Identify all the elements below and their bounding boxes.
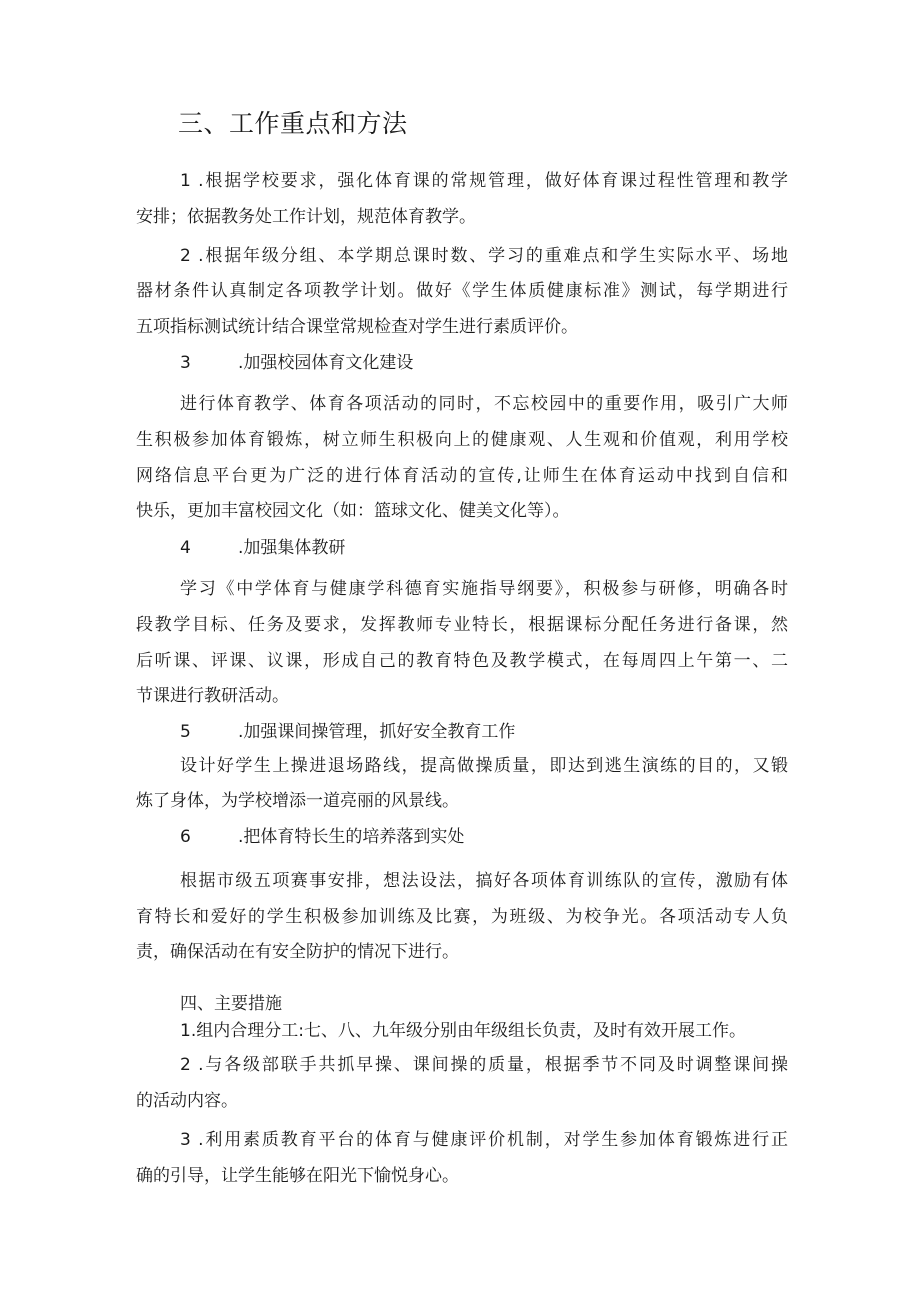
paragraph-2-line-2: 器材条件认真制定各项教学计划。做好《学生体质健康标准》测试，每学期进行	[136, 281, 788, 301]
paragraph-3-line-1: 进行体育教学、体育各项活动的同时，不忘校园中的重要作用，吸引广大师	[180, 394, 788, 414]
subheading-6-text: .把体育特长生的培养落到实处	[238, 827, 465, 847]
paragraph-2-line-3: 五项指标测试统计结合课堂常规检查对学生进行素质评价。	[136, 317, 578, 337]
paragraph-1-line-1: 1 .根据学校要求，强化体育课的常规管理，做好体育课过程性管理和教学	[180, 171, 788, 191]
subheading-6-number: 6	[180, 827, 191, 847]
subheading-3-number: 3	[180, 353, 191, 373]
section-heading-work-focus: 三、工作重点和方法	[178, 109, 408, 138]
subheading-4-number: 4	[180, 538, 191, 558]
subheading-3-text: .加强校园体育文化建设	[238, 353, 414, 373]
paragraph-4-line-1: 学习《中学体育与健康学科德育实施指导纲要》，积极参与研修，明确各时	[180, 579, 788, 599]
subheading-6	[180, 826, 464, 848]
measure-2-line-2: 的活动内容。	[136, 1091, 238, 1111]
paragraph-4-line-2: 段教学目标、任务及要求，发挥教师专业特长，根据课标分配任务进行备课，然	[136, 615, 788, 635]
paragraph-1-line-2: 安排；依据教务处工作计划，规范体育教学。	[136, 207, 476, 227]
subheading-5-number: 5	[180, 722, 191, 742]
paragraph-5-line-1: 设计好学生上操进退场路线，提高做操质量，即达到逃生演练的目的，又锻	[180, 756, 788, 776]
subheading-5	[180, 721, 515, 743]
subheading-5-text: .加强课间操管理，抓好安全教育工作	[238, 722, 516, 742]
paragraph-2-line-1: 2 .根据年级分组、本学期总课时数、学习的重难点和学生实际水平、场地	[180, 246, 788, 266]
section-heading-main-measures: 四、主要措施	[180, 994, 282, 1014]
measure-1: 1.组内合理分工:七、八、九年级分别由年级组长负责，及时有效开展工作。	[180, 1021, 746, 1041]
paragraph-3-line-2: 生积极参加体育锻炼，树立师生积极向上的健康观、人生观和价值观，利用学校	[136, 430, 788, 450]
measure-3-line-1: 3 .利用素质教育平台的体育与健康评价机制，对学生参加体育锻炼进行正	[180, 1130, 788, 1150]
subheading-4	[180, 537, 345, 559]
paragraph-6-line-2: 育特长和爱好的学生积极参加训练及比赛，为班级、为校争光。各项活动专人负	[136, 907, 788, 927]
paragraph-5-line-2: 炼了身体，为学校增添一道亮丽的风景线。	[136, 791, 459, 811]
paragraph-6-line-3: 责，确保活动在有安全防护的情况下进行。	[136, 942, 459, 962]
measure-3-line-2: 确的引导，让学生能够在阳光下愉悦身心。	[136, 1166, 459, 1186]
paragraph-3-line-3: 网络信息平台更为广泛的进行体育活动的宣传,让师生在体育运动中找到自信和	[136, 466, 788, 486]
subheading-3	[180, 352, 413, 374]
paragraph-3-line-4: 快乐，更加丰富校园文化（如：篮球文化、健美文化等）。	[136, 501, 570, 521]
paragraph-6-line-1: 根据市级五项赛事安排，想法设法，搞好各项体育训练队的宣传，激励有体	[180, 871, 788, 891]
measure-2-line-1: 2 .与各级部联手共抓早操、课间操的质量，根据季节不同及时调整课间操	[180, 1055, 788, 1075]
paragraph-4-line-3: 后听课、评课、议课，形成自己的教育特色及教学模式，在每周四上午第一、二	[136, 651, 788, 671]
subheading-4-text: .加强集体教研	[238, 538, 346, 558]
paragraph-4-line-4: 节课进行教研活动。	[136, 686, 289, 706]
